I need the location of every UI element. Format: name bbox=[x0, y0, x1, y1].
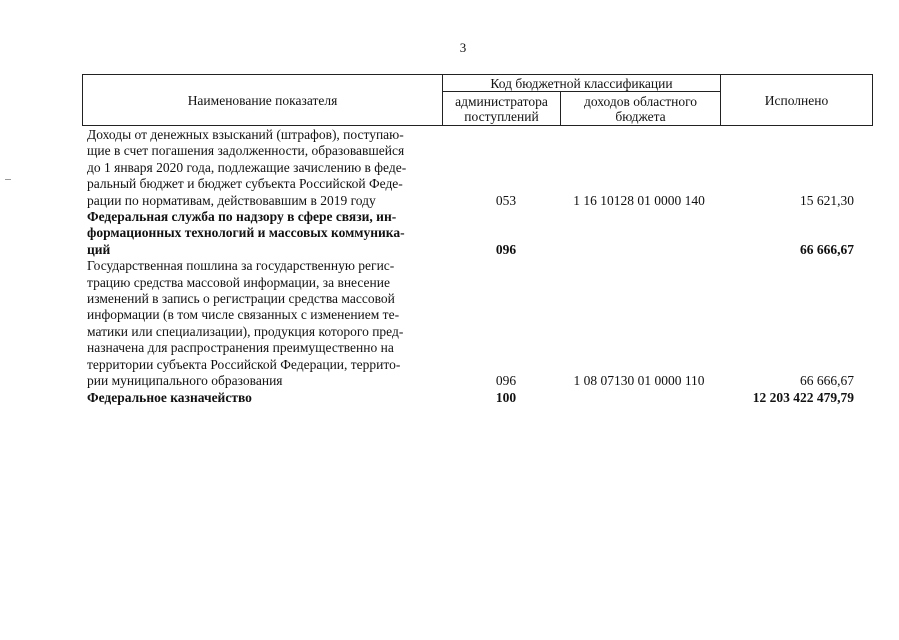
table-row bbox=[82, 127, 870, 209]
table-header bbox=[82, 74, 873, 126]
row-name bbox=[82, 127, 443, 209]
row-name-line: изменений в запись о регистрации средства массовой bbox=[87, 291, 395, 307]
row-name-line: рации по нормативам, действовавшим в 2019 году bbox=[87, 192, 376, 208]
row-admin-code: 053 bbox=[495, 192, 517, 208]
header-name-column: Наименование показателя bbox=[83, 75, 443, 126]
row-admin-code: 096 bbox=[495, 241, 517, 257]
page-number: 3 bbox=[459, 40, 467, 55]
row-name-line: информации (в том числе связанных с изменением те- bbox=[87, 307, 400, 323]
header-executed-column: Исполнено bbox=[721, 75, 873, 126]
row-name-line: Федеральная служба по надзору в сфере связи, ин- bbox=[87, 209, 397, 225]
row-name-line: щие в счет погашения задолженности, образовавшейся bbox=[87, 143, 405, 159]
header-admin-line2: поступлений bbox=[464, 108, 539, 124]
row-name-line: до 1 января 2020 года, подлежащие зачислению в феде- bbox=[87, 159, 407, 175]
row-name bbox=[82, 209, 443, 258]
row-amount: 66 666,67 bbox=[800, 241, 854, 257]
row-name-line: матики или специализации), продукция которого пред- bbox=[87, 323, 404, 339]
row-name bbox=[82, 258, 443, 389]
row-name bbox=[82, 390, 443, 406]
row-budget-code: 1 08 07130 01 0000 110 bbox=[573, 373, 705, 389]
margin-mark bbox=[5, 179, 11, 180]
row-name-line: формационных технологий и массовых коммуника- bbox=[87, 225, 405, 241]
header-income-line1: доходов областного bbox=[583, 93, 698, 109]
row-budget-code: 1 16 10128 01 0000 140 bbox=[573, 192, 705, 208]
row-admin-code: 096 bbox=[495, 373, 517, 389]
table-row bbox=[82, 209, 870, 258]
row-name-line: ций bbox=[87, 241, 111, 257]
row-name-line: Государственная пошлина за государственную регис- bbox=[87, 258, 395, 274]
row-name-line: ральный бюджет и бюджет субъекта Российской Феде- bbox=[87, 176, 403, 192]
row-amount: 12 203 422 479,79 bbox=[752, 389, 854, 405]
row-name-line: рии муниципального образования bbox=[87, 373, 283, 389]
table-row bbox=[82, 258, 870, 389]
row-name-line: Доходы от денежных взысканий (штрафов), поступаю- bbox=[87, 127, 404, 142]
table-body bbox=[82, 127, 870, 406]
header-income-column bbox=[561, 92, 721, 126]
row-amount: 66 666,67 bbox=[800, 373, 854, 389]
row-name-line: территории субъекта Российской Федерации, террито- bbox=[87, 356, 401, 372]
header-kbk-group: Код бюджетной классификации bbox=[443, 75, 721, 92]
row-name-line: трацию средства массовой информации, за внесение bbox=[87, 274, 390, 290]
header-admin-column bbox=[443, 92, 561, 126]
row-name-line: назначена для распространения преимущественно на bbox=[87, 340, 394, 356]
header-income-line2: бюджета bbox=[615, 108, 666, 124]
table-row bbox=[82, 390, 870, 406]
row-name-line: Федеральное казначейство bbox=[87, 389, 252, 405]
row-amount: 15 621,30 bbox=[800, 192, 854, 208]
row-admin-code: 100 bbox=[495, 389, 517, 405]
header-admin-line1: администратора bbox=[455, 93, 548, 109]
